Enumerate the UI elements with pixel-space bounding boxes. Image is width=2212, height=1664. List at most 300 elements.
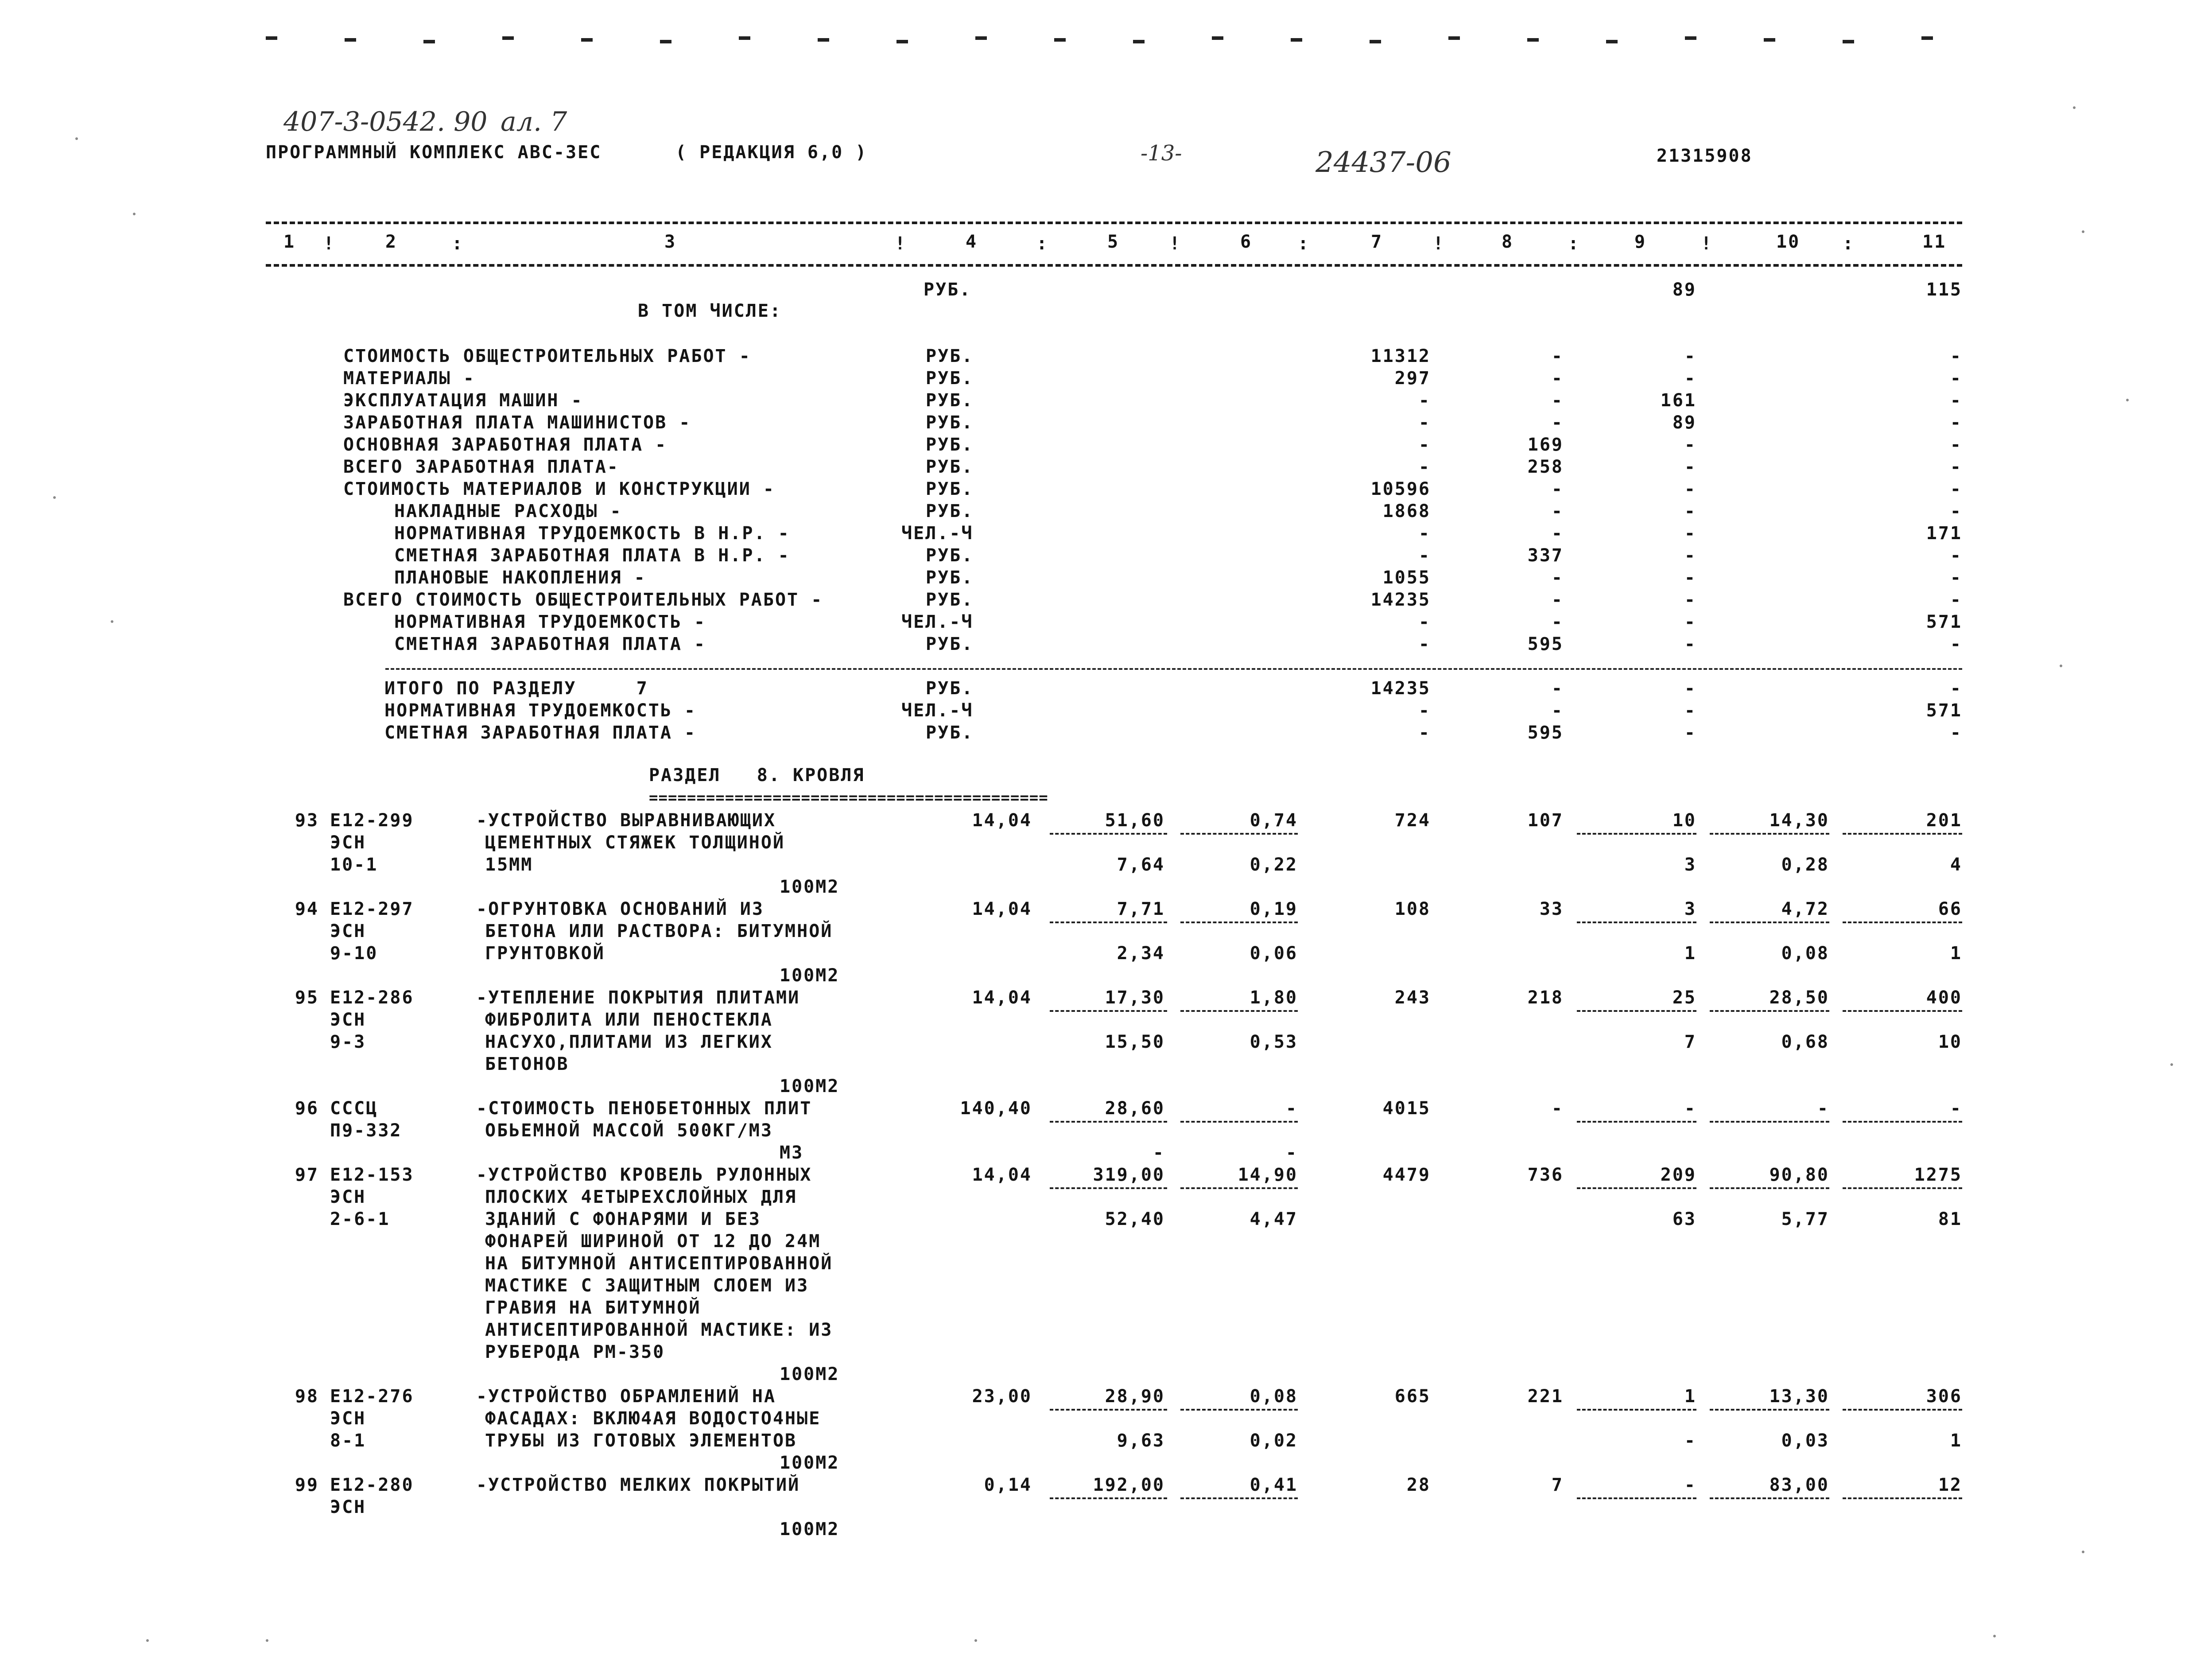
item-code: Е12-276	[330, 1386, 414, 1407]
summary-c7: -	[1418, 390, 1431, 411]
summary-label: НАКЛАДНЫЕ РАСХОДЫ -	[394, 501, 622, 521]
price-2-underline	[1180, 1121, 1298, 1123]
item-price-1-b: 52,40	[1105, 1209, 1165, 1229]
summary-c9: -	[1684, 368, 1696, 389]
item-c7: 108	[1394, 899, 1431, 919]
item-price-2: 0,19	[1250, 899, 1298, 919]
item-price-2-b: 0,22	[1250, 855, 1298, 875]
summary-c7: -	[1418, 545, 1431, 566]
summary-c7: -	[1418, 412, 1431, 433]
item-description-line: ЗДАНИЙ С ФОНАРЯМИ И БЕЗ	[485, 1209, 761, 1229]
column-separator: :	[1036, 233, 1049, 254]
summary-c8: -	[1551, 390, 1564, 411]
column-header-6: 6	[1240, 232, 1253, 252]
itogo-c7: 14235	[1370, 678, 1431, 699]
summary-c9: 89	[1672, 412, 1696, 433]
item-c11: 400	[1926, 988, 1962, 1008]
c11-underline	[1843, 833, 1962, 835]
item-description-line: ТРУБЫ ИЗ ГОТОВЫХ ЭЛЕМЕНТОВ	[485, 1431, 797, 1451]
item-description-line: -УТЕПЛЕНИЕ ПОКРЫТИЯ ПЛИТАМИ	[476, 988, 800, 1008]
item-c7: 243	[1394, 988, 1431, 1008]
item-code-3: 10-1	[330, 855, 378, 875]
summary-unit: РУБ.	[926, 545, 974, 566]
item-description-line: 15ММ	[485, 855, 533, 875]
itogo-unit: РУБ.	[926, 723, 974, 743]
summary-unit: РУБ.	[926, 479, 974, 499]
summary-c9: -	[1684, 568, 1696, 588]
c10-underline	[1710, 1497, 1829, 1499]
item-unit: 100М2	[780, 965, 840, 986]
summary-c9: -	[1684, 501, 1696, 521]
item-description-line: -СТОИМОСТЬ ПЕНОБЕТОННЫХ ПЛИТ	[476, 1098, 812, 1119]
summary-c7: 1868	[1382, 501, 1431, 521]
item-c11-b: 1	[1950, 1431, 1962, 1451]
item-description-line: -ОГРУНТОВКА ОСНОВАНИЙ ИЗ	[476, 899, 764, 919]
itogo-label: СМЕТНАЯ ЗАРАБОТНАЯ ПЛАТА -	[384, 723, 697, 743]
itogo-c8: -	[1551, 678, 1564, 699]
item-description-line: -УСТРОЙСТВО МЕЛКИХ ПОКРЫТИЙ	[476, 1475, 800, 1495]
item-c10: -	[1817, 1098, 1829, 1119]
column-separator: :	[1843, 233, 1855, 254]
doc-code: 21315908	[1657, 146, 1753, 166]
price-2-underline	[1180, 833, 1298, 835]
item-price-1-b: 2,34	[1117, 943, 1165, 964]
c9-underline	[1577, 921, 1696, 923]
item-description-line: ФИБРОЛИТА ИЛИ ПЕНОСТЕКЛА	[485, 1010, 773, 1030]
column-header-8: 8	[1502, 232, 1514, 252]
summary-caption: В ТОМ ЧИСЛЕ:	[638, 301, 782, 321]
summary-c8: -	[1551, 523, 1564, 544]
summary-label: ВСЕГО СТОИМОСТЬ ОБЩЕСТРОИТЕЛЬНЫХ РАБОТ -	[343, 590, 823, 610]
scan-speck	[111, 620, 113, 623]
item-c9-b: 3	[1684, 855, 1696, 875]
item-price-2: 14,90	[1238, 1165, 1298, 1185]
item-price-2: 0,74	[1250, 810, 1298, 831]
item-c9-b: 1	[1684, 943, 1696, 964]
itogo-unit: РУБ.	[926, 678, 974, 699]
item-quantity: 14,04	[972, 988, 1032, 1008]
item-c9: 209	[1660, 1165, 1696, 1185]
price-1-underline	[1050, 1121, 1167, 1123]
c10-underline	[1710, 1409, 1829, 1411]
item-c8: -	[1551, 1098, 1564, 1119]
summary-c11: 115	[1926, 280, 1962, 300]
item-description-line: АНТИСЕПТИРОВАННОЙ МАСТИКЕ: ИЗ	[485, 1320, 833, 1340]
item-code: Е12-286	[330, 988, 414, 1008]
sheet-handwritten: ал. 7	[501, 106, 567, 137]
column-header-3: 3	[664, 232, 677, 252]
item-c7: 28	[1406, 1475, 1431, 1495]
program-name: ПРОГРАММНЫЙ КОМПЛЕКС АВС-ЗЕС	[266, 142, 602, 163]
summary-unit: РУБ.	[926, 435, 974, 455]
item-c9: -	[1684, 1475, 1696, 1495]
summary-c11: -	[1950, 590, 1962, 610]
item-code-3: 2-6-1	[330, 1209, 390, 1229]
summary-c9: -	[1684, 457, 1696, 477]
item-price-1: 319,00	[1093, 1165, 1165, 1185]
price-2-underline	[1180, 1187, 1298, 1189]
c9-underline	[1577, 1497, 1696, 1499]
summary-c8: -	[1551, 612, 1564, 632]
summary-c8: 337	[1527, 545, 1564, 566]
summary-unit: РУБ.	[926, 568, 974, 588]
summary-c11: -	[1950, 545, 1962, 566]
summary-c8: -	[1551, 368, 1564, 389]
summary-label: НОРМАТИВНАЯ ТРУДОЕМКОСТЬ В Н.Р. -	[394, 523, 790, 544]
scan-speck	[2060, 665, 2062, 667]
summary-unit: ЧЕЛ.-Ч	[901, 612, 974, 632]
itogo-unit: ЧЕЛ.-Ч	[901, 700, 974, 721]
itogo-c11: -	[1950, 678, 1962, 699]
item-price-1: 7,71	[1117, 899, 1165, 919]
summary-c7: 11312	[1370, 346, 1431, 366]
top-dash	[660, 40, 671, 43]
c11-underline	[1843, 1409, 1962, 1411]
column-separator: !	[323, 233, 336, 254]
page-number: -13-	[1141, 141, 1182, 166]
item-c11-b: 10	[1938, 1032, 1962, 1052]
summary-unit: РУБ.	[926, 368, 974, 389]
c9-underline	[1577, 1187, 1696, 1189]
item-c10: 90,80	[1769, 1165, 1829, 1185]
column-header-5: 5	[1107, 232, 1120, 252]
item-code-2: ЭСН	[330, 832, 366, 853]
item-unit: 100М2	[780, 1364, 840, 1384]
item-code: Е12-153	[330, 1165, 414, 1185]
summary-c11: -	[1950, 457, 1962, 477]
item-code: Е12-297	[330, 899, 414, 919]
item-c9: -	[1684, 1098, 1696, 1119]
item-c9: 1	[1684, 1386, 1696, 1407]
summary-c9: -	[1684, 346, 1696, 366]
c10-underline	[1710, 1010, 1829, 1012]
item-quantity: 14,04	[972, 899, 1032, 919]
item-c8: 7	[1551, 1475, 1564, 1495]
summary-c9: -	[1684, 612, 1696, 632]
summary-label: СТОИМОСТЬ ОБЩЕСТРОИТЕЛЬНЫХ РАБОТ -	[343, 346, 751, 366]
item-code-2: ЭСН	[330, 1497, 366, 1517]
summary-c11: -	[1950, 479, 1962, 499]
item-c9-b: -	[1684, 1431, 1696, 1451]
item-description-line: НА БИТУМНОЙ АНТИСЕПТИРОВАННОЙ	[485, 1253, 833, 1274]
summary-c9: -	[1684, 479, 1696, 499]
item-c7: 4479	[1382, 1165, 1431, 1185]
item-c11-b: 81	[1938, 1209, 1962, 1229]
item-price-1: 28,90	[1105, 1386, 1165, 1407]
item-description-line: ФАСАДАХ: ВКЛЮ4АЯ ВОДОСТО4НЫЕ	[485, 1408, 821, 1429]
top-dash	[1527, 38, 1539, 42]
item-c11: 1275	[1914, 1165, 1962, 1185]
price-1-underline	[1050, 833, 1167, 835]
item-description-line: ГРУНТОВКОЙ	[485, 943, 605, 964]
item-price-2: 1,80	[1250, 988, 1298, 1008]
top-dash	[1606, 40, 1618, 43]
top-dash	[423, 40, 435, 43]
summary-c8: 258	[1527, 457, 1564, 477]
itogo-label: ИТОГО ПО РАЗДЕЛУ 7	[384, 678, 648, 699]
item-description-line: НАСУХО,ПЛИТАМИ ИЗ ЛЕГКИХ	[485, 1032, 773, 1052]
top-dash	[1133, 40, 1145, 43]
summary-c7: -	[1418, 612, 1431, 632]
item-description-line: -УСТРОЙСТВО КРОВЕЛЬ РУЛОННЫХ	[476, 1165, 812, 1185]
summary-c11: -	[1950, 501, 1962, 521]
item-unit: 100М2	[780, 1519, 840, 1540]
item-c7: 724	[1394, 810, 1431, 831]
item-code-3: 8-1	[330, 1431, 366, 1451]
item-description-line: ГРАВИЯ НА БИТУМНОЙ	[485, 1298, 701, 1318]
item-c10-b: 0,28	[1781, 855, 1829, 875]
summary-c7: -	[1418, 523, 1431, 544]
c11-underline	[1843, 1187, 1962, 1189]
c9-underline	[1577, 1010, 1696, 1012]
itogo-c9: -	[1684, 700, 1696, 721]
c9-underline	[1577, 833, 1696, 835]
item-c10: 83,00	[1769, 1475, 1829, 1495]
c11-underline	[1843, 1121, 1962, 1123]
itogo-c7: -	[1418, 723, 1431, 743]
item-c11: -	[1950, 1098, 1962, 1119]
top-dash	[1212, 36, 1223, 40]
summary-c11: -	[1950, 390, 1962, 411]
itogo-rule	[385, 668, 1962, 670]
summary-c9: 89	[1672, 280, 1696, 300]
item-code-2: ЭСН	[330, 1408, 366, 1429]
summary-c8: 595	[1527, 634, 1564, 654]
item-c8: 221	[1527, 1386, 1564, 1407]
column-separator: !	[895, 233, 907, 254]
c11-underline	[1843, 1010, 1962, 1012]
top-dash	[818, 38, 829, 42]
top-dash	[1291, 38, 1302, 42]
column-separator: !	[1433, 233, 1445, 254]
summary-unit: РУБ.	[926, 457, 974, 477]
summary-label: ПЛАНОВЫЕ НАКОПЛЕНИЯ -	[394, 568, 646, 588]
summary-c9: -	[1684, 590, 1696, 610]
header-rule-top	[266, 222, 1962, 224]
summary-c11: -	[1950, 412, 1962, 433]
c10-underline	[1710, 921, 1829, 923]
item-c10: 13,30	[1769, 1386, 1829, 1407]
summary-label: ВСЕГО ЗАРАБОТНАЯ ПЛАТА-	[343, 457, 619, 477]
summary-unit: РУБ.	[926, 346, 974, 366]
doc-id-handwritten: 407-3-0542. 90	[283, 106, 488, 137]
item-c9-b: 63	[1672, 1209, 1696, 1229]
top-dash	[1370, 40, 1381, 43]
top-dash	[896, 40, 908, 43]
item-c10-b: 0,68	[1781, 1032, 1829, 1052]
c11-underline	[1843, 1497, 1962, 1499]
column-separator: !	[1701, 233, 1713, 254]
item-quantity: 14,04	[972, 1165, 1032, 1185]
item-number: 98	[295, 1386, 319, 1407]
section-underline: ==========================================	[649, 789, 1048, 807]
summary-c8: -	[1551, 479, 1564, 499]
scan-speck	[146, 1639, 149, 1642]
top-dash	[1685, 36, 1696, 40]
summary-c9: 161	[1660, 390, 1696, 411]
price-1-underline	[1050, 921, 1167, 923]
summary-c8: -	[1551, 568, 1564, 588]
item-price-1-b: 7,64	[1117, 855, 1165, 875]
item-unit: 100М2	[780, 1076, 840, 1096]
scan-speck	[1993, 1635, 1996, 1637]
c9-underline	[1577, 1121, 1696, 1123]
summary-unit: ЧЕЛ.-Ч	[901, 523, 974, 544]
item-price-1: 28,60	[1105, 1098, 1165, 1119]
item-number: 96	[295, 1098, 319, 1119]
scan-speck	[266, 1639, 268, 1642]
summary-c11: -	[1950, 435, 1962, 455]
item-c8: 736	[1527, 1165, 1564, 1185]
item-description-line: -УСТРОЙСТВО ВЫРАВНИВАЮЩИХ	[476, 810, 776, 831]
price-1-underline	[1050, 1409, 1167, 1411]
item-price-1-b: 15,50	[1105, 1032, 1165, 1052]
item-c7: 665	[1394, 1386, 1431, 1407]
summary-c11: -	[1950, 346, 1962, 366]
item-price-2-b: 0,02	[1250, 1431, 1298, 1451]
item-code-3: 9-10	[330, 943, 378, 964]
item-c10: 4,72	[1781, 899, 1829, 919]
column-separator: :	[452, 233, 464, 254]
column-header-1: 1	[283, 232, 296, 252]
item-c10: 14,30	[1769, 810, 1829, 831]
top-dash	[1921, 36, 1933, 40]
c10-underline	[1710, 1121, 1829, 1123]
scan-speck	[2073, 106, 2076, 109]
column-separator: !	[1169, 233, 1182, 254]
summary-c7: 1055	[1382, 568, 1431, 588]
top-dash	[1448, 36, 1460, 40]
itogo-c8: -	[1551, 700, 1564, 721]
item-unit: М3	[780, 1143, 804, 1163]
item-price-2-b: 0,06	[1250, 943, 1298, 964]
price-2-underline	[1180, 921, 1298, 923]
summary-c9: -	[1684, 435, 1696, 455]
item-c11: 306	[1926, 1386, 1962, 1407]
price-1-underline	[1050, 1187, 1167, 1189]
summary-c11: -	[1950, 368, 1962, 389]
item-c8: 33	[1539, 899, 1564, 919]
item-price-1: 51,60	[1105, 810, 1165, 831]
scan-speck	[2170, 1063, 2173, 1066]
item-description-line: ОБЬЕМНОЙ МАССОЙ 500КГ/М3	[485, 1120, 773, 1141]
summary-c7: -	[1418, 457, 1431, 477]
item-c8: 107	[1527, 810, 1564, 831]
summary-label: ЭКСПЛУАТАЦИЯ МАШИН -	[343, 390, 583, 411]
summary-unit: РУБ.	[926, 501, 974, 521]
item-description-line: БЕТОНА ИЛИ РАСТВОРА: БИТУМНОЙ	[485, 921, 833, 941]
summary-c7: -	[1418, 435, 1431, 455]
summary-c11: -	[1950, 634, 1962, 654]
summary-c7: 10596	[1370, 479, 1431, 499]
item-price-1-b: -	[1153, 1143, 1165, 1163]
summary-c8: -	[1551, 590, 1564, 610]
summary-unit: РУБ.	[924, 280, 972, 300]
item-c10-b: 0,03	[1781, 1431, 1829, 1451]
summary-c9: -	[1684, 545, 1696, 566]
summary-c7: 297	[1394, 368, 1431, 389]
item-code: Е12-299	[330, 810, 414, 831]
top-dash	[502, 36, 514, 40]
item-unit: 100М2	[780, 877, 840, 897]
column-header-9: 9	[1634, 232, 1647, 252]
summary-unit: РУБ.	[926, 634, 974, 654]
item-c10: 28,50	[1769, 988, 1829, 1008]
summary-c8: -	[1551, 346, 1564, 366]
handwritten-code: 24437-06	[1316, 146, 1451, 179]
scan-speck	[2082, 230, 2084, 233]
itogo-c9: -	[1684, 723, 1696, 743]
item-code-2: П9-332	[330, 1120, 402, 1141]
item-description-line: -УСТРОЙСТВО ОБРАМЛЕНИЙ НА	[476, 1386, 776, 1407]
item-c8: 218	[1527, 988, 1564, 1008]
edition: ( РЕДАКЦИЯ 6,0 )	[675, 142, 868, 163]
item-code-2: ЭСН	[330, 1010, 366, 1030]
item-c9: 3	[1684, 899, 1696, 919]
item-c11: 12	[1938, 1475, 1962, 1495]
top-dash	[975, 36, 987, 40]
item-price-2: -	[1285, 1098, 1298, 1119]
item-c9-b: 7	[1684, 1032, 1696, 1052]
item-c11: 201	[1926, 810, 1962, 831]
itogo-c9: -	[1684, 678, 1696, 699]
itogo-label: НОРМАТИВНАЯ ТРУДОЕМКОСТЬ -	[384, 700, 697, 721]
item-c10-b: 0,08	[1781, 943, 1829, 964]
top-dash	[1054, 38, 1066, 42]
summary-c9: -	[1684, 523, 1696, 544]
summary-c8: -	[1551, 412, 1564, 433]
item-price-1: 17,30	[1105, 988, 1165, 1008]
column-header-7: 7	[1371, 232, 1383, 252]
summary-unit: РУБ.	[926, 390, 974, 411]
scan-speck	[2126, 399, 2129, 401]
itogo-c11: 571	[1926, 700, 1962, 721]
column-header-11: 11	[1922, 232, 1947, 252]
itogo-c8: 595	[1527, 723, 1564, 743]
summary-label: СМЕТНАЯ ЗАРАБОТНАЯ ПЛАТА В Н.Р. -	[394, 545, 790, 566]
item-quantity: 23,00	[972, 1386, 1032, 1407]
item-c10-b: 5,77	[1781, 1209, 1829, 1229]
summary-label: МАТЕРИАЛЫ -	[343, 368, 475, 389]
price-1-underline	[1050, 1010, 1167, 1012]
item-c11: 66	[1938, 899, 1962, 919]
item-c9: 10	[1672, 810, 1696, 831]
item-code-2: ЭСН	[330, 921, 366, 941]
price-2-underline	[1180, 1010, 1298, 1012]
item-quantity: 140,40	[960, 1098, 1032, 1119]
item-number: 97	[295, 1165, 319, 1185]
item-unit: 100М2	[780, 1453, 840, 1473]
summary-label: ЗАРАБОТНАЯ ПЛАТА МАШИНИСТОВ -	[343, 412, 691, 433]
summary-c11: 171	[1926, 523, 1962, 544]
scan-speck	[75, 137, 78, 140]
item-code: Е12-280	[330, 1475, 414, 1495]
header-rule-bottom	[266, 264, 1962, 267]
item-price-1: 192,00	[1093, 1475, 1165, 1495]
column-header-2: 2	[385, 232, 398, 252]
scan-speck	[53, 496, 56, 499]
summary-c9: -	[1684, 634, 1696, 654]
item-description-line: МАСТИКЕ С ЗАЩИТНЫМ СЛОЕМ ИЗ	[485, 1275, 809, 1296]
item-number: 94	[295, 899, 319, 919]
summary-c8: -	[1551, 501, 1564, 521]
item-c11-b: 1	[1950, 943, 1962, 964]
price-2-underline	[1180, 1497, 1298, 1499]
item-quantity: 14,04	[972, 810, 1032, 831]
item-price-2: 0,41	[1250, 1475, 1298, 1495]
item-price-2-b: 4,47	[1250, 1209, 1298, 1229]
column-separator: :	[1298, 233, 1310, 254]
